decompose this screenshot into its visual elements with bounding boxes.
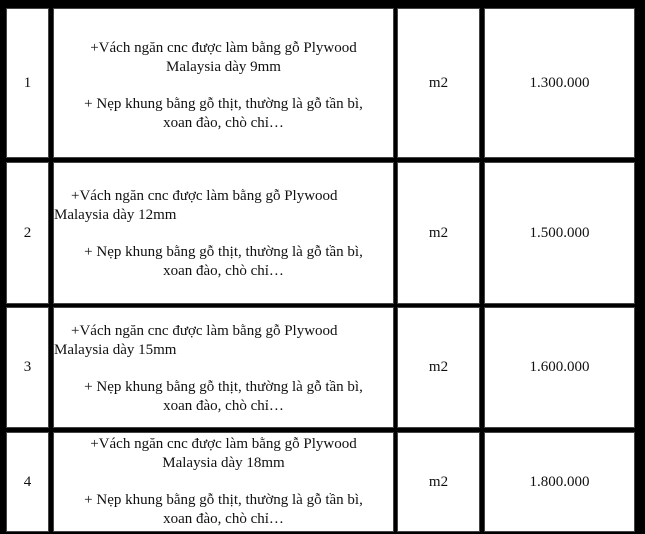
description-line: + Nẹp khung bằng gỗ thịt, thường là gỗ tần bì,: [84, 379, 363, 395]
unit-cell: [397, 162, 480, 304]
description-line: + Nẹp khung bằng gỗ thịt, thường là gỗ tần bì,: [84, 492, 363, 508]
price-value: 1.500.000: [529, 224, 590, 241]
price-cell: [484, 307, 635, 428]
description-cell: [53, 162, 394, 304]
price-value: 1.600.000: [529, 359, 590, 375]
price-cell: [484, 432, 635, 532]
row-number: 3: [23, 359, 32, 375]
unit-cell: [397, 8, 480, 158]
price-value: 1.300.000: [529, 74, 590, 91]
unit-cell: [397, 307, 480, 428]
unit-cell: [397, 432, 480, 532]
description-cell: [53, 8, 394, 158]
row-number-cell: [6, 432, 49, 532]
description-line: xoan đào, chò chỉ…: [163, 115, 284, 131]
description-line: Malaysia dày 9mm: [166, 59, 281, 75]
row-number: 1: [23, 74, 32, 91]
description-line: Malaysia dày 18mm: [162, 455, 285, 471]
description-line: Malaysia dày 15mm: [54, 342, 177, 358]
price-cell: [484, 8, 635, 158]
row-number: 4: [23, 473, 32, 490]
description-line: +Vách ngăn cnc được làm bằng gỗ Plywood: [71, 323, 338, 339]
row-number: 2: [23, 224, 32, 241]
row-number-cell: [6, 307, 49, 428]
price-cell: [484, 162, 635, 304]
unit-value: m2: [428, 359, 449, 375]
description-line: Malaysia dày 12mm: [54, 207, 177, 223]
description-line: + Nẹp khung bằng gỗ thịt, thường là gỗ tần bì,: [84, 244, 363, 260]
row-number-cell: [6, 162, 49, 304]
description-line: +Vách ngăn cnc được làm bằng gỗ Plywood: [71, 188, 338, 204]
description-cell: [53, 307, 394, 428]
description-line: +Vách ngăn cnc được làm bằng gỗ Plywood: [90, 436, 357, 452]
description-line: +Vách ngăn cnc được làm bằng gỗ Plywood: [90, 40, 357, 56]
description-line: xoan đào, chò chỉ…: [163, 398, 284, 414]
unit-value: m2: [428, 473, 449, 490]
description-line: xoan đào, chò chỉ…: [163, 511, 284, 527]
unit-value: m2: [428, 224, 449, 241]
row-number-cell: [6, 8, 49, 158]
description-line: + Nẹp khung bằng gỗ thịt, thường là gỗ tần bì,: [84, 96, 363, 112]
description-line: xoan đào, chò chỉ…: [163, 263, 284, 279]
description-cell: [53, 432, 394, 532]
unit-value: m2: [428, 74, 449, 91]
price-value: 1.800.000: [529, 473, 590, 490]
